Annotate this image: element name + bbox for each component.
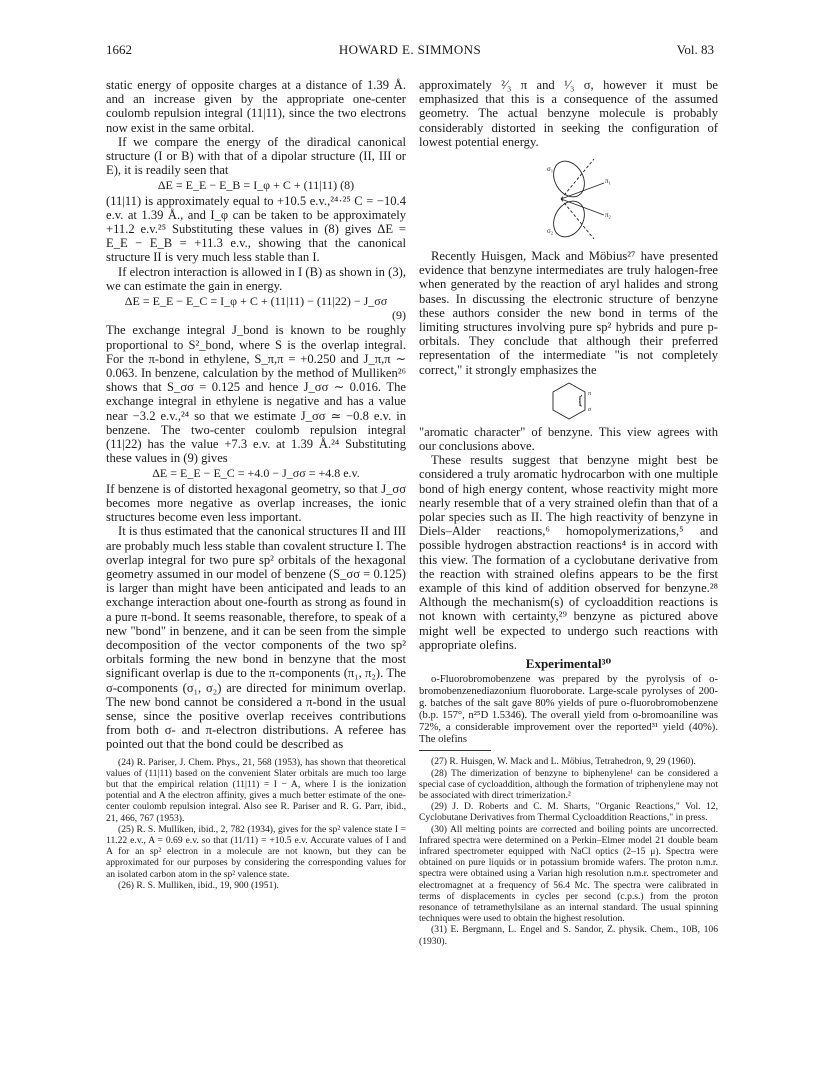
footnote-26: (26) R. S. Mulliken, ibid., 19, 900 (1951). <box>118 879 279 891</box>
label-pi: π <box>587 390 591 397</box>
footnote-28: (28) The dimerization of benzyne to biphenylene¹ can be considered a special case of cycloaddition, although the formation of triphenylene may not be associated with direct trimerization.² <box>419 767 718 801</box>
footnote-30: (30) All melting points are corrected and boiling points are uncorrected. Infrared spectra were determined on a Perkin–Elmer model 21 double beam infrared spectrometer equipped with NaCl optics (2–15 μ). Spectra were obtained on pure liquids or in potassium bromide wafers. The proton n.m.r. spectra were obtained using a Varian high resolution n.m.r. spectrometer and electromagnet at a frequency of 56.4 Mc. The spectra were calibrated in terms of displacements in cycles per second (c.p.s.) from the proton resonance of tetramethylsilane as an internal standard. The usual spinning techniques were used to obtain the highest resolution. <box>419 823 718 925</box>
benzyne-structure <box>539 377 599 425</box>
page-header <box>106 42 714 60</box>
section-heading: Experimental³⁰ <box>525 656 612 672</box>
footnote-25: (25) R. S. Mulliken, ibid., 2, 782 (1934), gives for the sp² valence state I = 11.22 e.v., A = 0.69 e.v. so that (11/11) = +10.5 e.v. Accurate values of I and A for an sp² electron in a molecule are not known, but they can be approximated for our purposes by considering the corresponding values for an isolated carbon atom in the sp² valence state. <box>106 823 406 880</box>
paragraph: If electron interaction is allowed in I (B) as shown in (3), we can estimate the gain in energy. <box>106 264 406 293</box>
footnote-24: (24) R. Pariser, J. Chem. Phys., 21, 568 (1953), has shown that theoretical values of (11|11) based on the convenient Slater orbitals are much too large but that the empirical relation (11|11) = I − A, where I is the ionization potential and A the electron affinity, gives a much better estimate of the one-center coulomb repulsion integral. Also see R. Pariser and R. G. Parr, ibid., 21, 466, 767 (1953). <box>106 756 406 824</box>
label-pi1: π₁ <box>604 177 611 186</box>
footnote-29: (29) J. D. Roberts and C. M. Sharts, "Organic Reactions," Vol. 12, Cyclobutane Derivatives from Thermal Cycloaddition Reactions," in press. <box>419 801 718 824</box>
paragraph: If we compare the energy of the diradical canonical structure (I or B) with that of a dipolar structure (II, III or E), it is readily seen that <box>106 134 406 178</box>
label-sigma: σ <box>587 406 591 413</box>
footnote-31: (31) E. Bergmann, L. Engel and S. Sandor, Z. physik. Chem., 10B, 106 (1930). <box>419 924 718 947</box>
paragraph: These results suggest that benzyne might best be considered a truly aromatic hydrocarbon with one multiple bond of high energy content, whose reactivity might more nearly resemble that of a very strained olefin than that of a polar species such as II. The high reactivity of benzyne in Diels–Alder reactions,⁶ homopolymerizations,⁵ and possible hydrogen abstraction reactions⁴ is in accord with this view. The formation of a cyclobutane derivative from the reaction with strained olefins appears to be the first example of this kind of addition observed for benzyne.²⁸ Although the mechanism(s) of cycloaddition reactions is not known with certainty,²⁹ benzyne as pictured above might well be expected to undergo such reactions with appropriate olefins. <box>419 453 718 652</box>
right-column <box>419 78 718 947</box>
paragraph: Recently Huisgen, Mack and Möbius²⁷ have presented evidence that benzyne intermediates are truly halogen-free when generated by the reaction of aryl halides and strong bases. In discussing the electronic structure of benzyne these authors consider the new bond in terms of the limiting structures involving pure sp² hybrids and pure p-orbitals. They conclude that although their preferred representation of the intermediate "is not completely correct," it strongly emphasizes the <box>419 249 718 377</box>
footnote-divider <box>419 750 491 751</box>
left-column <box>106 78 406 891</box>
orbital-diagram <box>499 149 639 249</box>
paragraph: It is thus estimated that the canonical structures II and III are probably much less stable than covalent structure I. The overlap integral for two pure sp² orbitals of the hexagonal geometry assumed in our model of benzene (S_σσ = 0.125) is larger than might have been anticipated and leads to an exchange interaction about one-fourth as strong as found in a pure π-bond. It seems reasonable, therefore, to speak of a new "bond" in benzene, and it can be seen from the simple decomposition of the vector components of the two sp² orbitals forming the new bond in benzyne that the most significant overlap is due to the π-components (π₁, π₂). The σ-components (σ₁, σ₂) are directed for minimum overlap. The new bond cannot be considered a π-bond in the usual sense, since the positive overlap receives contributions from both σ- and π-electron distributions. A referee has pointed out that the bond could be described as <box>106 524 406 752</box>
equation-9-body: ΔE = E_E − E_C = I_φ + C + (11|11) − (11|22) − J_σσ <box>124 294 388 309</box>
label-sigma2: σ₂ <box>546 227 553 236</box>
paragraph: If benzene is of distorted hexagonal geometry, so that J_σσ becomes more negative as overlap increases, the ionic structures become even less important. <box>106 481 406 525</box>
paragraph: approximately ²⁄₃ π and ¹⁄₃ σ, however it must be emphasized that this is a consequence of the assumed geometry. The actual benzyne molecule is probably considerably distorted in seeking the configuration of lowest potential energy. <box>419 78 718 149</box>
equation-9 <box>106 294 406 322</box>
footnote-27: (27) R. Huisgen, W. Mack and L. Möbius, Tetrahedron, 9, 29 (1960). <box>431 756 696 768</box>
paragraph: The exchange integral J_bond is known to be roughly proportional to S²_bond, where S is the overlap integral. For the π-bond in ethylene, S_π,π = +0.250 and J_π,π ∼ 0.063. In benzene, calculation by the method of Mulliken²⁶ shows that S_σσ = 0.125 and hence J_σσ ∼ 0.016. The exchange integral in ethylene is negative and has a value near −3.2 e.v.,²⁴ so that we estimate J_σσ ≃ −0.8 e.v. in benzene. The two-center coulomb repulsion integral (11|22) has the value +7.3 e.v. at 1.39 Å.²⁴ Substituting these values in (9) gives <box>106 323 406 466</box>
label-pi2: π₂ <box>604 211 611 220</box>
volume-label: Vol. 83 <box>676 42 714 57</box>
paragraph: static energy of opposite charges at a distance of 1.39 Å. and an increase given by the appropriate one-center coulomb repulsion integral (11|11), since the two electrons now exist in the same orbital. <box>106 78 406 135</box>
paragraph: "aromatic character" of benzyne. This view agrees with our conclusions above. <box>419 424 718 454</box>
footnotes-right <box>419 756 718 946</box>
equation-10: ΔE = E_E − E_C = +4.0 − J_σσ = +4.8 e.v. <box>152 466 360 481</box>
running-author: HOWARD E. SIMMONS <box>338 42 482 57</box>
page-number: 1662 <box>106 42 132 57</box>
footnotes-left <box>106 757 406 891</box>
equation-8: ΔE = E_E − E_B = I_φ + C + (11|11) (8) <box>157 178 355 193</box>
label-sigma1: σ₁ <box>546 165 553 174</box>
paragraph: (11|11) is approximately equal to +10.5 e.v.,²⁴·²⁵ C = −10.4 e.v. at 1.39 Å., and I_φ can be taken to be approximately +11.2 e.v.²⁵ Substituting these values in (8) gives ΔE = E_E − E_B = +11.3 e.v., showing that the canonical structure II is very much less stable than I. <box>106 193 406 265</box>
equation-9-number: (9) <box>392 308 406 323</box>
paragraph: o-Fluorobromobenzene was prepared by the pyrolysis of o-bromobenzenediazonium fluoroborate. Large-scale pyrolyses of 200-g. batches of the salt gave 80% yields of pure o-fluorobromobenzene (b.p. 157°, n²⁵D 1.5346). The overall yield from o-bromoaniline was 72%, a considerable improvement over the reported³¹ yield (40%). The olefins <box>419 674 718 746</box>
